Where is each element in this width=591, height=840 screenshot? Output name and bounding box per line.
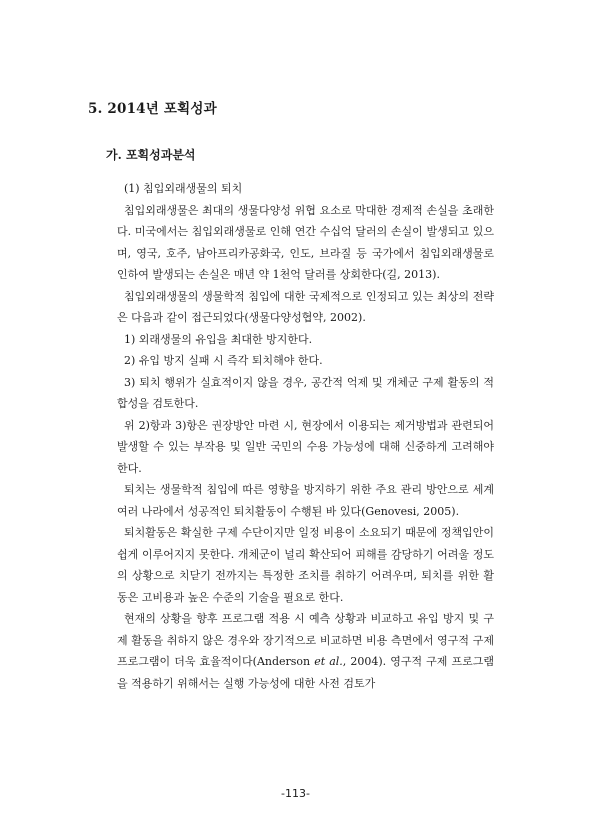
- list-item: 1) 외래생물의 유입을 최대한 방지한다.: [124, 332, 313, 346]
- citation-et-al: et al.: [314, 655, 343, 668]
- paragraph: [117, 608, 494, 694]
- paragraph: 퇴치활동은 확실한 구제 수단이지만 일정 비용이 소요되기 때문에 정책입안이 쉽게 이루어지지 못한다. 개체군이 널리 확산되어 피해를 감당하기 어려울 정도의 상황으로 치닫기 전까지는 특정한 조치를 취하기 어려우며, 퇴치를 위한 활동은 고비용과 높은 수준의 기술을 필요로 한다.: [117, 526, 494, 604]
- list-item: 2) 유입 방지 실패 시 즉각 퇴치해야 한다.: [124, 354, 323, 367]
- sub-heading: (1) 침입외래생물의 퇴치: [124, 182, 243, 195]
- subsection-title: 가. 포획성과분석: [106, 148, 196, 162]
- paragraph: 위 2)항과 3)항은 권장방안 마련 시, 현장에서 이용되는 제거방법과 관련되어 발생할 수 있는 부작용 및 일반 국민의 수용 가능성에 대해 신중하게 고려해야 한다.: [117, 418, 494, 475]
- paragraph: 침입외래생물은 최대의 생물다양성 위협 요소로 막대한 경제적 손실을 초래한다. 미국에서는 침입외래생물로 인해 연간 수십억 달러의 손실이 발생되고 있으며, 영국, 호주, 남아프리카공화국, 인도, 브라질 등 국가에서 침입외래생물로 인하여 발생되는 손실은 매년 약 1천억 달러를 상회한다(길, 2013).: [117, 203, 494, 281]
- paragraph: 퇴치는 생물학적 침입에 따른 영향을 방지하기 위한 주요 관리 방안으로 세계 여러 나라에서 성공적인 퇴치활동이 수행된 바 있다(Genovesi, 2005).: [117, 483, 494, 518]
- list-item: 3) 퇴치 행위가 실효적이지 않을 경우, 공간적 억제 및 개체군 구제 활동의 적합성을 검토한다.: [117, 375, 494, 410]
- paragraph-text: , 2004). 영구적 구제 프로그램을 적용하기 위해서는 실행 가능성에 대한 사전 검토가: [117, 655, 494, 690]
- section-title: 5. 2014년 포획성과: [88, 101, 217, 117]
- page-number: -113-: [281, 787, 310, 800]
- paragraph-text: 현재의 상황을 향후 프로그램 적용 시 예측 상황과 비교하고 유입 방지 및 구제 활동을 취하지 않은 경우와 장기적으로 비교하면 비용 측면에서 영구적 구제 프로그램이 더욱 효율적이다(Anderson: [117, 612, 494, 668]
- paragraph: 침입외래생물의 생물학적 침입에 대한 국제적으로 인정되고 있는 최상의 전략은 다음과 같이 접근되었다(생물다양성협약, 2002).: [117, 289, 494, 324]
- body-text: [117, 178, 494, 694]
